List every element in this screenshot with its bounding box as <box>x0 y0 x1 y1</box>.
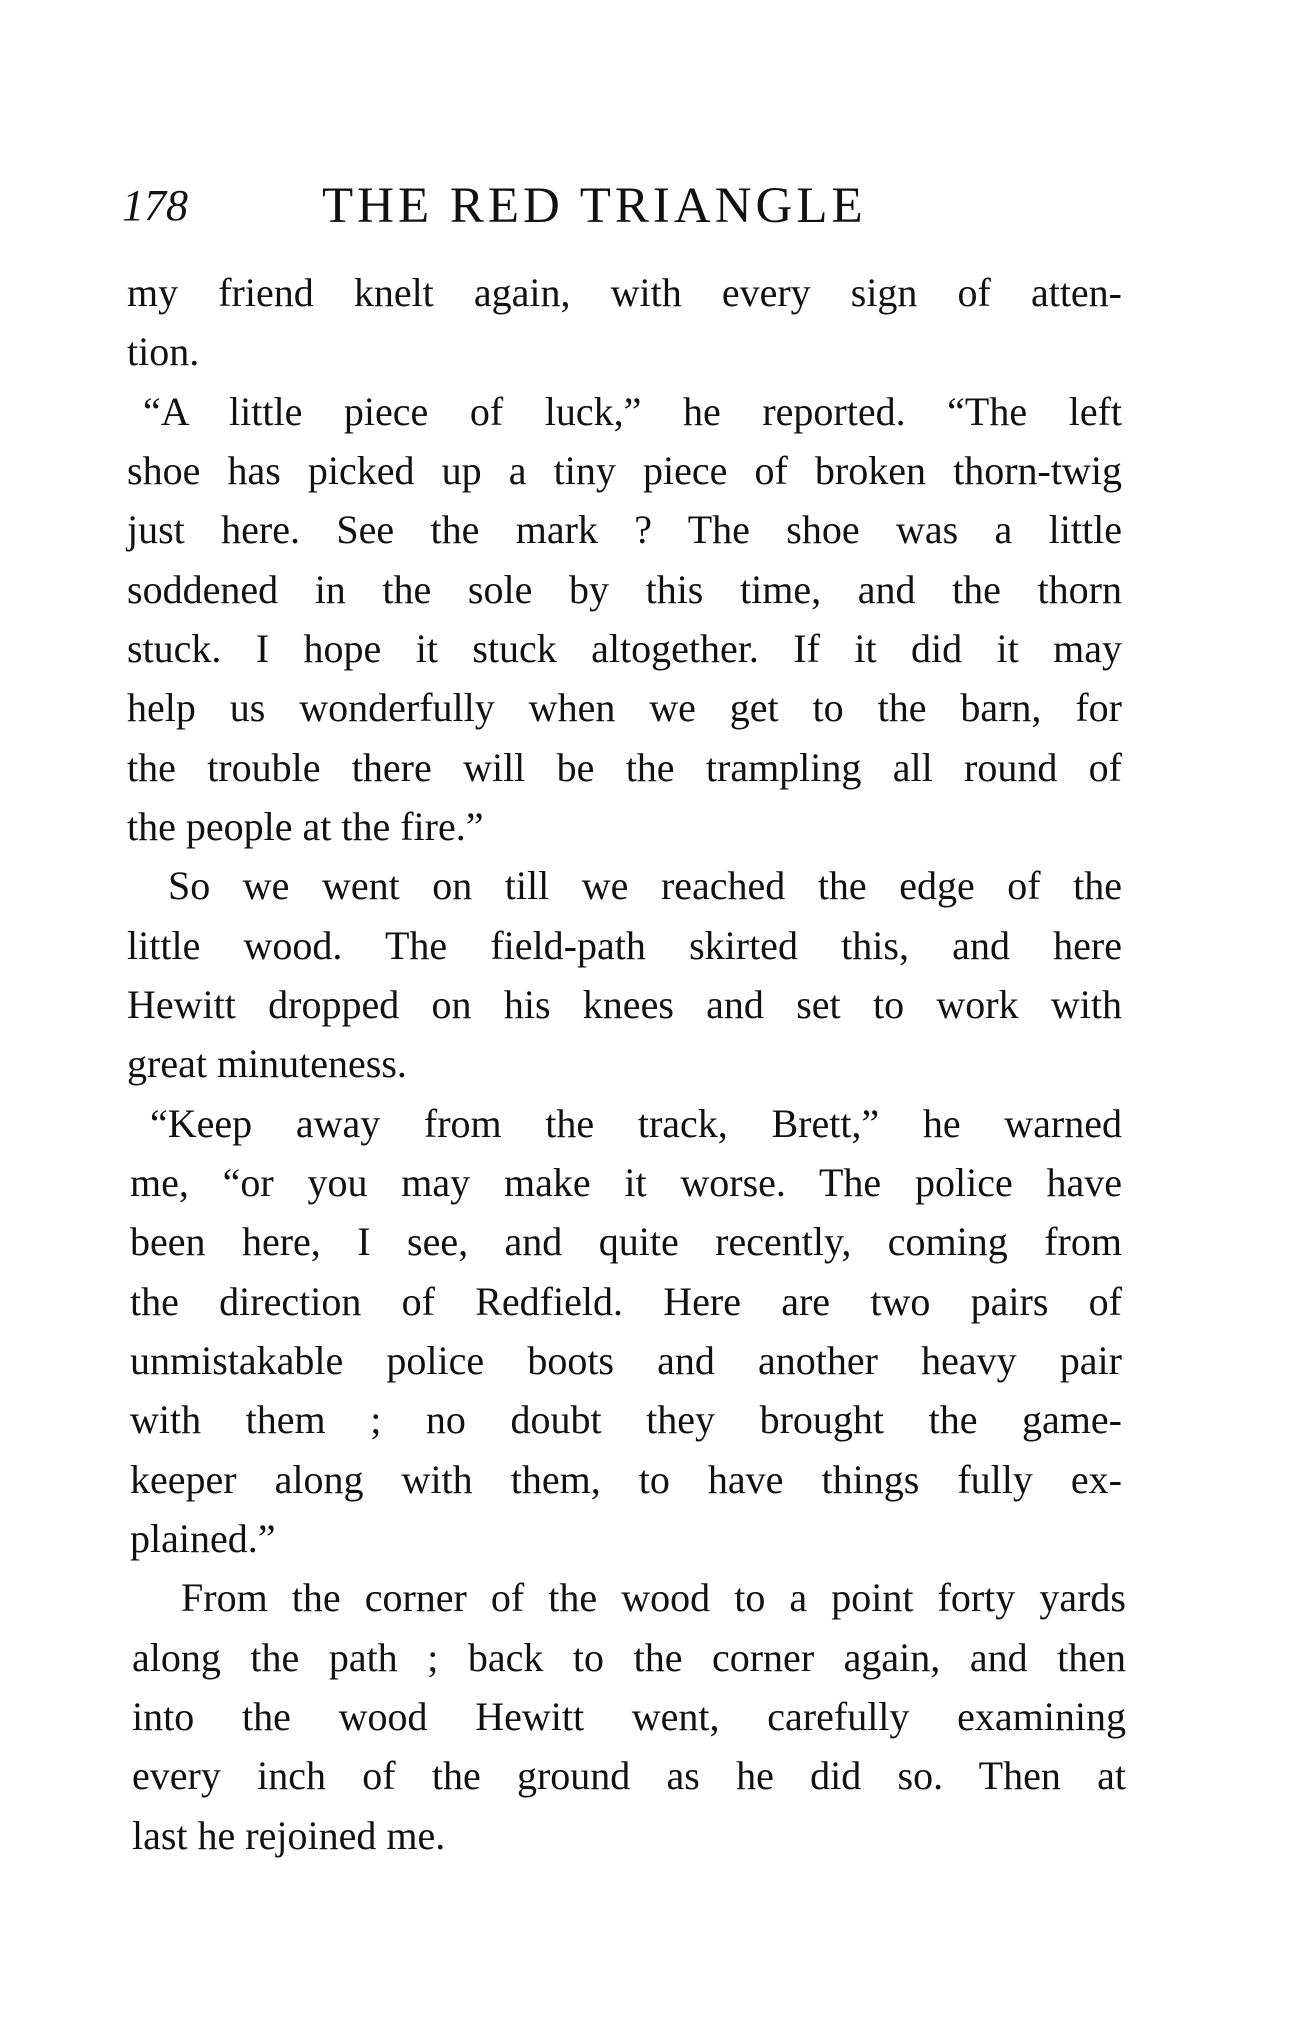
text-line: my friend knelt again, with every sign of atten- <box>127 270 1122 315</box>
text-line: keeper along with them, to have things fully ex- <box>130 1457 1122 1502</box>
text-line: So we went on till we reached the edge of the <box>168 863 1122 908</box>
text-line: last he rejoined me. <box>132 1813 446 1858</box>
text-line: shoe has picked up a tiny piece of broken thorn-twig <box>127 448 1122 493</box>
text-line: tion. <box>127 329 200 374</box>
text-line: From the corner of the wood to a point forty yards <box>181 1575 1126 1620</box>
text-line: the trouble there will be the trampling all round of <box>127 745 1122 790</box>
text-line: plained.” <box>130 1516 276 1561</box>
text-line: “A little piece of luck,” he reported. “The left <box>143 389 1122 434</box>
text-line: soddened in the sole by this time, and the thorn <box>127 567 1122 612</box>
text-line: help us wonderfully when we get to the barn, for <box>127 685 1122 730</box>
page-number: 178 <box>122 181 188 230</box>
text-line: little wood. The field-path skirted this, and here <box>127 923 1122 968</box>
text-line: “Keep away from the track, Brett,” he warned <box>150 1101 1122 1146</box>
page-header <box>122 176 1122 236</box>
text-line: Hewitt dropped on his knees and set to work with <box>127 982 1122 1027</box>
text-line: every inch of the ground as he did so. Then at <box>132 1753 1126 1798</box>
text-line: unmistakable police boots and another heavy pair <box>130 1338 1122 1383</box>
text-line: the people at the fire.” <box>127 804 484 849</box>
text-line: with them ; no doubt they brought the game- <box>130 1397 1122 1442</box>
text-line: been here, I see, and quite recently, coming from <box>130 1219 1122 1264</box>
text-line: me, “or you may make it worse. The police have <box>130 1160 1122 1205</box>
text-line: along the path ; back to the corner again, and then <box>132 1635 1126 1680</box>
running-head: THE RED TRIANGLE <box>322 178 867 234</box>
text-line: into the wood Hewitt went, carefully examining <box>132 1694 1126 1739</box>
text-line: the direction of Redfield. Here are two pairs of <box>130 1279 1122 1324</box>
text-line: just here. See the mark ? The shoe was a little <box>127 507 1122 552</box>
text-line: great minuteness. <box>127 1041 407 1086</box>
text-line: stuck. I hope it stuck altogether. If it did it may <box>127 626 1122 671</box>
